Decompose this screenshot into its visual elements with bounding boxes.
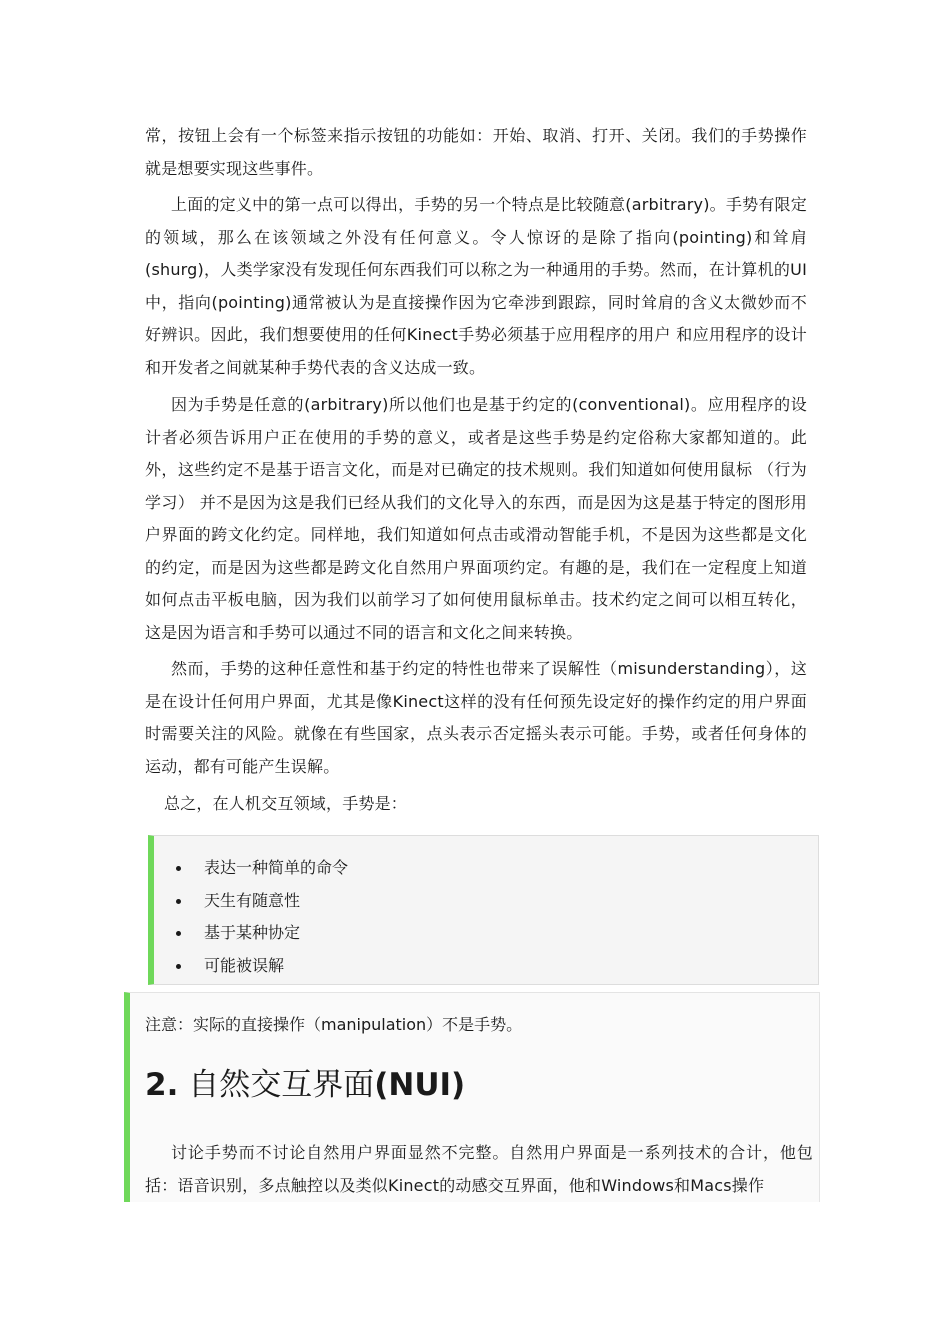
list-item-text: 基于某种协定 <box>204 923 301 942</box>
paragraph-conventional: 因为手势是任意的(arbitrary)所以他们也是基于约定的(conventional)。应用程序的设计者必须告诉用户正在使用的手势的意义，或者是这些手势是约定俗称大家都知道的。此外，这些约定不是基于语言文化，而是对已确定的技术规则。我们知道如何使用鼠标 （行为学习） 并不是因为这是我们已经从我们的文化导入的东西，而是因为这是基于特定的图形用户界面的跨文化约定。同样地，我们知道如何点击或滑动智能手机，不是因为这些都是文化的约定，而是因为这些都是跨文化自然用户界面项约定。有趣的是，我们在一定程度上知道如何点击平板电脑，因为我们以前学习了如何使用鼠标单击。技术约定之间可以相互转化，这是因为语言和手势可以通过不同的语言和文化之间来转换。 <box>145 395 807 642</box>
list-item <box>172 852 348 885</box>
section-paragraph: 讨论手势而不讨论自然用户界面显然不完整。自然用户界面是一系列技术的合计，他包括：语音识别，多点触控以及类似Kinect的动感交互界面，他和Windows和Macs操作 <box>145 1143 813 1195</box>
section-number: 2. <box>145 1067 179 1103</box>
note-callout <box>124 992 820 1202</box>
paragraph-summary-lead: 总之，在人机交互领域，手势是： <box>164 794 408 813</box>
list-item <box>172 917 348 950</box>
paragraph-misunderstanding: 然而，手势的这种任意性和基于约定的特性也带来了误解性（misunderstanding），这是在设计任何用户界面，尤其是像Kinect这样的没有任何预先设定好的操作约定的用户界面时需要关注的风险。就像在有些国家，点头表示否定摇头表示可能。手势，或者任何身体的运动，都有可能产生误解。 <box>145 659 807 776</box>
note-text: 注意：实际的直接操作（manipulation）不是手势。 <box>145 1015 523 1034</box>
section-abbreviation: (NUI) <box>374 1067 466 1103</box>
section-title: 自然交互界面 <box>188 1067 375 1103</box>
list-item <box>172 950 348 983</box>
list-item-text: 可能被误解 <box>204 955 285 975</box>
summary-callout <box>148 835 819 985</box>
list-item-text: 天生有随意性 <box>204 890 301 910</box>
bullet-icon <box>176 866 181 871</box>
summary-list <box>172 852 348 982</box>
bullet-icon <box>176 964 181 969</box>
list-item <box>172 885 348 918</box>
bullet-icon <box>176 931 181 936</box>
paragraph-arbitrary: 上面的定义中的第一点可以得出，手势的另一个特点是比较随意(arbitrary)。手势有限定的领域，那么在该领域之外没有任何意义。令人惊讶的是除了指向(pointing)和耸肩(shurg)，人类学家没有发现任何东西我们可以称之为一种通用的手势。然而，在计算机的UI中，指向(pointing)通常被认为是直接操作因为它牵涉到跟踪，同时耸肩的含义太微妙而不好辨识。因此，我们想要使用的任何Kinect手势必须基于应用程序的用户 和应用程序的设计和开发者之间就某种手势代表的含义达成一致。 <box>145 195 807 377</box>
section-heading <box>145 1065 465 1105</box>
list-item-text: 表达一种简单的命令 <box>204 858 349 877</box>
paragraph-intro-continuation: 常，按钮上会有一个标签来指示按钮的功能如：开始、取消、打开、关闭。我们的手势操作就是想要实现这些事件。 <box>145 126 807 178</box>
bullet-icon <box>176 899 181 904</box>
